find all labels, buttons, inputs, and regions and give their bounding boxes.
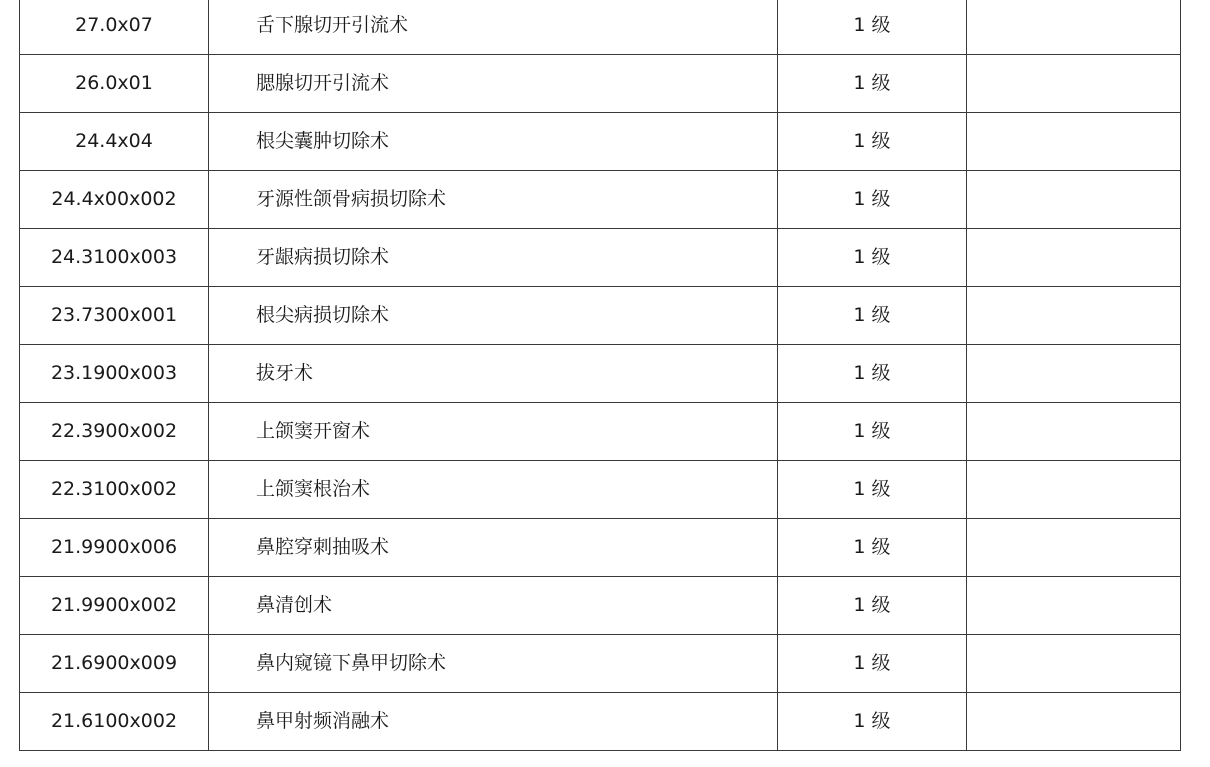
table-row [20, 403, 1181, 461]
procedure-code: 21.9900x002 [20, 577, 209, 635]
procedure-level: 1 级 [778, 635, 967, 693]
procedure-note [967, 229, 1181, 287]
procedure-level: 1 级 [778, 461, 967, 519]
procedure-name: 舌下腺切开引流术 [209, 0, 778, 55]
procedure-name: 上颌窦开窗术 [209, 403, 778, 461]
procedure-note [967, 55, 1181, 113]
procedure-code: 24.3100x003 [20, 229, 209, 287]
procedure-note [967, 287, 1181, 345]
procedure-level: 1 级 [778, 519, 967, 577]
procedure-level: 1 级 [778, 55, 967, 113]
table-body [20, 0, 1181, 751]
procedure-name: 牙源性颌骨病损切除术 [209, 171, 778, 229]
table-row [20, 577, 1181, 635]
procedure-note [967, 461, 1181, 519]
table-row [20, 519, 1181, 577]
procedure-note [967, 693, 1181, 751]
procedure-name: 根尖病损切除术 [209, 287, 778, 345]
procedure-code: 26.0x01 [20, 55, 209, 113]
procedure-name: 鼻腔穿刺抽吸术 [209, 519, 778, 577]
procedure-code: 21.9900x006 [20, 519, 209, 577]
procedure-code: 23.7300x001 [20, 287, 209, 345]
procedure-code: 24.4x00x002 [20, 171, 209, 229]
procedure-name: 鼻内窥镜下鼻甲切除术 [209, 635, 778, 693]
procedure-name: 拔牙术 [209, 345, 778, 403]
procedure-code: 21.6100x002 [20, 693, 209, 751]
procedure-note [967, 0, 1181, 55]
table-row [20, 0, 1181, 55]
procedure-code: 22.3100x002 [20, 461, 209, 519]
procedure-level: 1 级 [778, 287, 967, 345]
procedure-code: 22.3900x002 [20, 403, 209, 461]
procedure-name: 根尖囊肿切除术 [209, 113, 778, 171]
procedure-code: 24.4x04 [20, 113, 209, 171]
procedure-note [967, 635, 1181, 693]
procedure-name: 牙龈病损切除术 [209, 229, 778, 287]
procedure-name: 鼻清创术 [209, 577, 778, 635]
procedure-table [19, 0, 1181, 751]
procedure-level: 1 级 [778, 0, 967, 55]
table-row [20, 229, 1181, 287]
table-row [20, 635, 1181, 693]
table-row [20, 113, 1181, 171]
procedure-code: 23.1900x003 [20, 345, 209, 403]
table-row [20, 171, 1181, 229]
table-row [20, 693, 1181, 751]
procedure-level: 1 级 [778, 345, 967, 403]
table-row [20, 461, 1181, 519]
procedure-note [967, 519, 1181, 577]
procedure-level: 1 级 [778, 229, 967, 287]
procedure-level: 1 级 [778, 403, 967, 461]
procedure-note [967, 403, 1181, 461]
table-row [20, 345, 1181, 403]
procedure-name: 腮腺切开引流术 [209, 55, 778, 113]
procedure-name: 上颌窦根治术 [209, 461, 778, 519]
procedure-note [967, 113, 1181, 171]
table-row [20, 55, 1181, 113]
procedure-level: 1 级 [778, 113, 967, 171]
procedure-level: 1 级 [778, 171, 967, 229]
procedure-level: 1 级 [778, 577, 967, 635]
table-row [20, 287, 1181, 345]
procedure-note [967, 577, 1181, 635]
procedure-note [967, 345, 1181, 403]
procedure-code: 27.0x07 [20, 0, 209, 55]
procedure-note [967, 171, 1181, 229]
procedure-name: 鼻甲射频消融术 [209, 693, 778, 751]
procedure-code: 21.6900x009 [20, 635, 209, 693]
procedure-level: 1 级 [778, 693, 967, 751]
